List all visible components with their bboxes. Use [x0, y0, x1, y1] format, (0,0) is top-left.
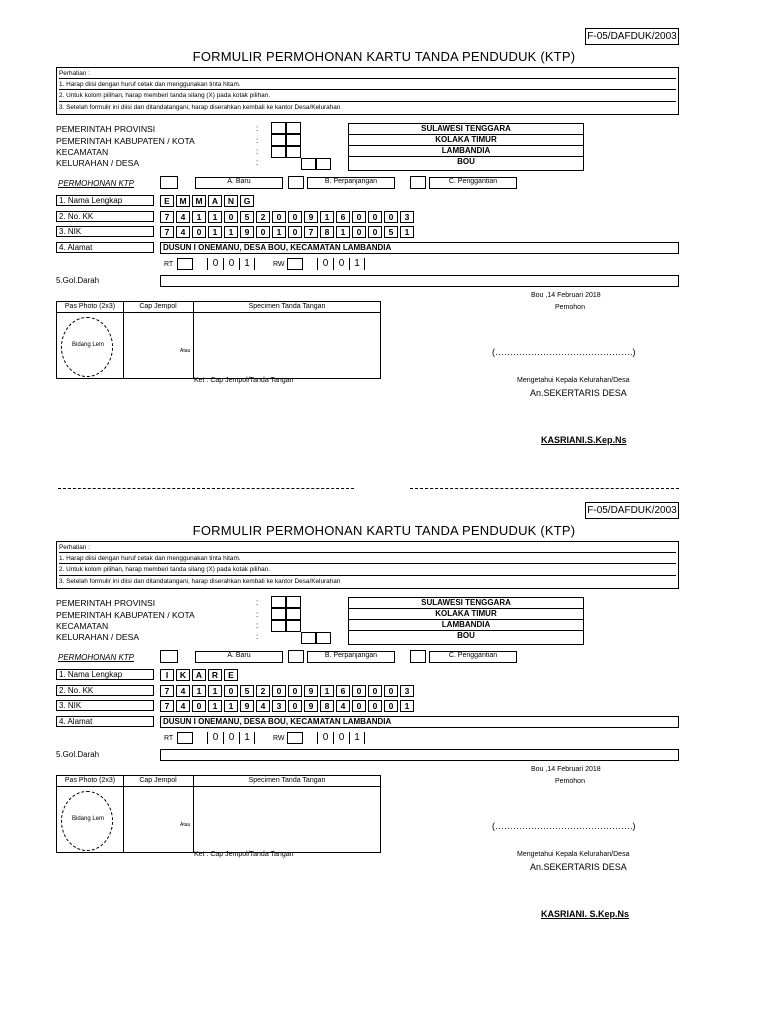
rt-extra-box[interactable]	[177, 732, 193, 744]
kk-cell[interactable]: 9	[304, 211, 318, 223]
region-values	[348, 597, 584, 645]
rw-digit[interactable]: 0	[333, 732, 349, 744]
kk-cell[interactable]: 0	[224, 685, 238, 697]
kk-cell[interactable]: 6	[336, 685, 350, 697]
nik-cell[interactable]: 9	[304, 700, 318, 712]
alamat-field[interactable]: DUSUN I ONEMANU, DESA BOU, KECAMATAN LAMBANDIA	[160, 242, 679, 254]
divider	[193, 776, 194, 852]
label-alamat: 4. Alamat	[56, 242, 154, 253]
label-nik: 3. NIK	[56, 700, 154, 711]
request-label: PERMOHONAN KTP	[58, 653, 135, 662]
value-kabupaten: KOLAKA TIMUR	[349, 609, 583, 620]
atau-label: Atau	[180, 348, 191, 354]
nik-cell[interactable]: 0	[368, 226, 382, 238]
bidang-lem-label: Bidang Lem	[71, 816, 105, 822]
divider	[123, 776, 124, 852]
gol-darah-field[interactable]	[160, 749, 679, 761]
kk-cell[interactable]: 7	[160, 685, 174, 697]
code-box[interactable]	[286, 608, 301, 620]
nama-cell[interactable]: M	[176, 195, 190, 207]
form-code: F-05/DAFDUK/2003	[585, 28, 679, 45]
gol-darah-field[interactable]	[160, 275, 679, 287]
nik-cell[interactable]: 1	[208, 700, 222, 712]
kk-cells	[160, 211, 416, 223]
code-box[interactable]	[286, 620, 301, 632]
signer-name: KASRIANI. S.Kep.Ns	[541, 909, 630, 919]
rt-label: RT	[164, 261, 174, 268]
option-perpanjangan-checkbox[interactable]	[288, 650, 304, 663]
nik-cell[interactable]: 0	[288, 700, 302, 712]
notes-heading: Perhatian :	[59, 68, 676, 79]
kk-cell[interactable]: 0	[272, 211, 286, 223]
kk-cell[interactable]: 3	[400, 685, 414, 697]
nama-cell[interactable]: M	[192, 195, 206, 207]
rw-digit[interactable]: 0	[317, 732, 333, 744]
code-box[interactable]	[271, 134, 286, 146]
nik-cell[interactable]: 8	[320, 700, 334, 712]
rt-extra-box[interactable]	[177, 258, 193, 270]
code-box[interactable]	[286, 134, 301, 146]
form-title: FORMULIR PERMOHONAN KARTU TANDA PENDUDUK (KTP)	[192, 49, 576, 64]
nik-cell[interactable]: 4	[176, 700, 190, 712]
atau-label: Atau	[180, 822, 191, 828]
note-item: 1. Harap diisi dengan huruf cetak dan menggunakan tinta hitam.	[59, 79, 676, 90]
photo-table	[56, 301, 381, 379]
colon: :	[256, 136, 259, 145]
code-box[interactable]	[286, 596, 301, 608]
signature-line: (……………………………………….)	[492, 821, 636, 831]
kk-cell[interactable]: 2	[256, 685, 270, 697]
bidang-lem-label: Bidang Lem	[71, 342, 105, 348]
option-penggantian-checkbox[interactable]	[410, 650, 426, 663]
header-cap-jempol: Cap Jempol	[123, 302, 193, 313]
label-alamat: 4. Alamat	[56, 716, 154, 727]
value-provinsi: SULAWESI TENGGARA	[349, 124, 583, 135]
kk-cell[interactable]: 0	[352, 685, 366, 697]
label-provinsi: PEMERINTAH PROVINSI	[56, 124, 156, 134]
label-nik: 3. NIK	[56, 226, 154, 237]
note-item: 2. Untuk kolom pilihan, harap memberi tanda silang (X) pada kotak pilihan.	[59, 564, 676, 575]
option-perpanjangan-label: B. Perpanjangan	[324, 652, 378, 659]
nik-cell[interactable]: 3	[272, 700, 286, 712]
code-box[interactable]	[301, 632, 316, 644]
nik-cell[interactable]: 0	[288, 226, 302, 238]
kk-cell[interactable]: 1	[192, 685, 206, 697]
nama-cell[interactable]: R	[208, 669, 222, 681]
nik-cell[interactable]: 0	[352, 226, 366, 238]
value-provinsi: SULAWESI TENGGARA	[349, 598, 583, 609]
kk-cell[interactable]: 0	[384, 211, 398, 223]
nik-cell[interactable]: 0	[192, 700, 206, 712]
nik-cell[interactable]: 1	[336, 226, 350, 238]
label-kelurahan: KELURAHAN / DESA	[56, 632, 140, 642]
nama-cell[interactable]: N	[224, 195, 238, 207]
code-box[interactable]	[301, 158, 316, 170]
nik-cell[interactable]: 1	[224, 226, 238, 238]
colon: :	[256, 124, 259, 133]
nik-cell[interactable]: 9	[240, 226, 254, 238]
divider	[193, 302, 194, 378]
note-item: 3. Setelah formulir ini diisi dan ditandatangani, harap diserahkan kembali ke kantor Desa/Kelurahan	[59, 577, 341, 585]
kk-cell[interactable]: 0	[368, 211, 382, 223]
kk-cell[interactable]: 6	[336, 211, 350, 223]
kk-cell[interactable]: 1	[320, 211, 334, 223]
nik-cells	[160, 226, 416, 238]
kk-cell[interactable]: 0	[272, 685, 286, 697]
nik-cell[interactable]: 7	[160, 700, 174, 712]
date-label: Bou ,14 Februari 2018	[531, 292, 601, 299]
header-cap-jempol: Cap Jempol	[123, 776, 193, 787]
label-kelurahan: KELURAHAN / DESA	[56, 158, 140, 168]
kk-cell[interactable]: 1	[192, 211, 206, 223]
notes-heading: Perhatian :	[59, 542, 676, 553]
rt-digits	[207, 732, 255, 744]
label-kecamatan: KECAMATAN	[56, 147, 109, 157]
mengetahui-label: Mengetahui Kepala Kelurahan/Desa	[517, 377, 630, 384]
value-kelurahan: BOU	[457, 157, 475, 166]
nik-cell[interactable]: 9	[240, 700, 254, 712]
nama-cell[interactable]: E	[160, 195, 174, 207]
photo-table	[56, 775, 381, 853]
rw-label: RW	[273, 735, 285, 742]
nik-cells	[160, 700, 416, 712]
code-box[interactable]	[271, 620, 286, 632]
option-penggantian-checkbox[interactable]	[410, 176, 426, 189]
kk-cell[interactable]: 3	[400, 211, 414, 223]
kk-cells	[160, 685, 416, 697]
signature-line: (……………………………………….)	[492, 347, 636, 357]
cut-line-left	[58, 488, 354, 489]
nik-cell[interactable]: 1	[272, 226, 286, 238]
ktp-application-form	[0, 0, 768, 480]
code-box[interactable]	[271, 146, 286, 158]
kk-cell[interactable]: 0	[368, 685, 382, 697]
kk-cell[interactable]: 1	[320, 685, 334, 697]
option-baru-checkbox[interactable]	[160, 176, 178, 189]
alamat-field[interactable]: DUSUN I ONEMANU, DESA BOU, KECAMATAN LAMBANDIA	[160, 716, 679, 728]
nik-cell[interactable]: 1	[208, 226, 222, 238]
rt-digit[interactable]: 1	[239, 258, 255, 270]
colon: :	[256, 610, 259, 619]
header-pas-photo: Pas Photo (2x3)	[57, 302, 123, 313]
kk-cell[interactable]: 7	[160, 211, 174, 223]
kk-cell[interactable]: 9	[304, 685, 318, 697]
colon: :	[256, 147, 259, 156]
nik-cell[interactable]: 5	[384, 226, 398, 238]
label-gol-darah: 5.Gol.Darah	[56, 750, 100, 759]
nik-cell[interactable]: 1	[224, 700, 238, 712]
kk-cell[interactable]: 0	[384, 685, 398, 697]
rw-extra-box[interactable]	[287, 258, 303, 270]
option-baru-label: A. Baru	[227, 178, 251, 185]
colon: :	[256, 632, 259, 641]
option-baru-label: A. Baru	[227, 652, 251, 659]
form-title: FORMULIR PERMOHONAN KARTU TANDA PENDUDUK (KTP)	[192, 523, 576, 538]
code-box[interactable]	[271, 122, 286, 134]
code-box[interactable]	[286, 122, 301, 134]
pemohon-label: Pemohon	[555, 304, 585, 311]
label-kabupaten: PEMERINTAH KABUPATEN / KOTA	[56, 136, 195, 146]
label-gol-darah: 5.Gol.Darah	[56, 276, 100, 285]
rt-digit[interactable]: 0	[207, 258, 223, 270]
note-item: 3. Setelah formulir ini diisi dan ditandatangani, harap diserahkan kembali ke kantor Desa/Kelurahan	[59, 103, 341, 111]
rt-label: RT	[164, 735, 174, 742]
note-item: 2. Untuk kolom pilihan, harap memberi tanda silang (X) pada kotak pilihan.	[59, 90, 676, 101]
kk-cell[interactable]: 4	[176, 211, 190, 223]
kk-cell[interactable]: 1	[208, 211, 222, 223]
rw-digit[interactable]: 1	[349, 258, 365, 270]
kk-cell[interactable]: 0	[352, 211, 366, 223]
kk-cell[interactable]: 2	[256, 211, 270, 223]
code-box[interactable]	[271, 608, 286, 620]
colon: :	[256, 158, 259, 167]
nik-cell[interactable]: 7	[160, 226, 174, 238]
sekertaris-label: An.SEKERTARIS DESA	[530, 388, 627, 398]
rw-digits	[317, 732, 365, 744]
kk-cell[interactable]: 1	[208, 685, 222, 697]
rw-label: RW	[273, 261, 285, 268]
pemohon-label: Pemohon	[555, 778, 585, 785]
label-nama: 1. Nama Lengkap	[56, 669, 154, 680]
nik-cell[interactable]: 4	[256, 700, 270, 712]
sekertaris-label: An.SEKERTARIS DESA	[530, 862, 627, 872]
kk-cell[interactable]: 5	[240, 685, 254, 697]
colon: :	[256, 598, 259, 607]
nik-cell[interactable]: 0	[192, 226, 206, 238]
code-box[interactable]	[316, 632, 331, 644]
signer-name: KASRIANI.S.Kep.Ns	[541, 435, 627, 445]
kk-cell[interactable]: 0	[224, 211, 238, 223]
rw-extra-box[interactable]	[287, 732, 303, 744]
label-nama: 1. Nama Lengkap	[56, 195, 154, 206]
option-perpanjangan-checkbox[interactable]	[288, 176, 304, 189]
code-box[interactable]	[286, 146, 301, 158]
kk-cell[interactable]: 4	[176, 685, 190, 697]
rw-digit[interactable]: 1	[349, 732, 365, 744]
nik-cell[interactable]: 0	[368, 700, 382, 712]
label-kabupaten: PEMERINTAH KABUPATEN / KOTA	[56, 610, 195, 620]
option-baru-checkbox[interactable]	[160, 650, 178, 663]
kk-cell[interactable]: 0	[288, 685, 302, 697]
region-values	[348, 123, 584, 171]
ktp-application-form	[0, 474, 768, 954]
nama-cell[interactable]: I	[160, 669, 174, 681]
rt-digit[interactable]: 1	[239, 732, 255, 744]
rt-digit[interactable]: 0	[223, 732, 239, 744]
nama-cell[interactable]: K	[176, 669, 190, 681]
label-kecamatan: KECAMATAN	[56, 621, 109, 631]
nama-cell[interactable]: A	[192, 669, 206, 681]
code-box[interactable]	[271, 596, 286, 608]
nama-cell[interactable]: A	[208, 195, 222, 207]
nama-cells	[160, 669, 240, 681]
ket-label: Ket : Cap Jempol/Tanda Tangan	[194, 851, 294, 858]
divider	[123, 302, 124, 378]
request-label: PERMOHONAN KTP	[58, 179, 135, 188]
rt-digit[interactable]: 0	[223, 258, 239, 270]
nik-cell[interactable]: 0	[256, 226, 270, 238]
cut-line-right	[410, 488, 679, 489]
note-item: 1. Harap diisi dengan huruf cetak dan menggunakan tinta hitam.	[59, 553, 676, 564]
header-specimen: Specimen Tanda Tangan	[193, 776, 381, 787]
value-kecamatan: LAMBANDIA	[349, 146, 583, 157]
rw-digits	[317, 258, 365, 270]
rw-digit[interactable]: 0	[333, 258, 349, 270]
rw-digit[interactable]: 0	[317, 258, 333, 270]
ket-label: Ket : Cap Jempol/Tanda Tangan	[194, 377, 294, 384]
mengetahui-label: Mengetahui Kepala Kelurahan/Desa	[517, 851, 630, 858]
date-label: Bou ,14 Februari 2018	[531, 766, 601, 773]
header-pas-photo: Pas Photo (2x3)	[57, 776, 123, 787]
colon: :	[256, 621, 259, 630]
form-code: F-05/DAFDUK/2003	[585, 502, 679, 519]
option-penggantian-label: C. Penggantian	[448, 652, 498, 659]
label-kk: 2. No. KK	[56, 211, 154, 222]
kk-cell[interactable]: 5	[240, 211, 254, 223]
code-box[interactable]	[316, 158, 331, 170]
nik-cell[interactable]: 1	[400, 226, 414, 238]
value-kabupaten: KOLAKA TIMUR	[349, 135, 583, 146]
nama-cell[interactable]: G	[240, 195, 254, 207]
nik-cell[interactable]: 4	[176, 226, 190, 238]
nama-cell[interactable]: E	[224, 669, 238, 681]
label-provinsi: PEMERINTAH PROVINSI	[56, 598, 156, 608]
nama-cells	[160, 195, 256, 207]
kk-cell[interactable]: 0	[288, 211, 302, 223]
option-penggantian-label: C. Penggantian	[448, 178, 498, 185]
value-kecamatan: LAMBANDIA	[349, 620, 583, 631]
label-kk: 2. No. KK	[56, 685, 154, 696]
header-specimen: Specimen Tanda Tangan	[193, 302, 381, 313]
notes-box	[56, 67, 679, 115]
notes-box	[56, 541, 679, 589]
rt-digit[interactable]: 0	[207, 732, 223, 744]
nik-cell[interactable]: 7	[304, 226, 318, 238]
nik-cell[interactable]: 0	[384, 700, 398, 712]
nik-cell[interactable]: 8	[320, 226, 334, 238]
option-perpanjangan-label: B. Perpanjangan	[324, 178, 378, 185]
rt-digits	[207, 258, 255, 270]
nik-cell[interactable]: 4	[336, 700, 350, 712]
nik-cell[interactable]: 0	[352, 700, 366, 712]
value-kelurahan: BOU	[457, 631, 475, 640]
nik-cell[interactable]: 1	[400, 700, 414, 712]
